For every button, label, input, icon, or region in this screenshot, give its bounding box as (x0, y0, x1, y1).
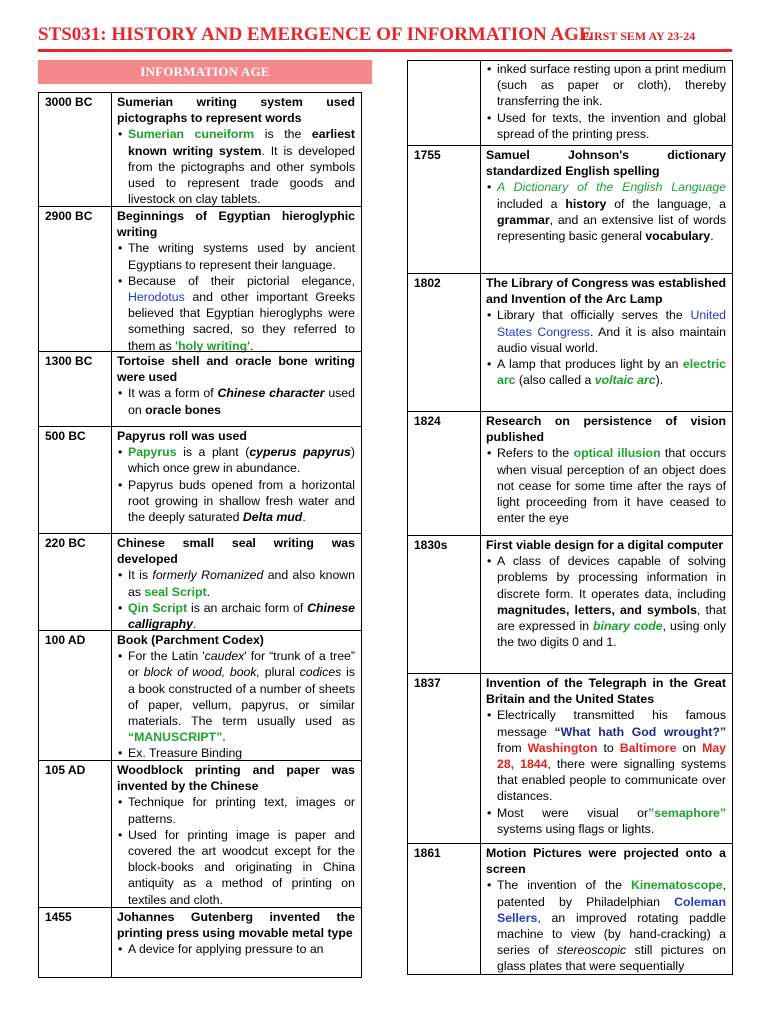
row-content: Invention of the Telegraph in the Great Britain and the United States • Electrically transmitted his famous message “What hath God wrought?” from Washington to Baltimore on May 28, 1844, there were signalling systems that enabled people to communicate over distances. • Most were visual or”semaphore” systems using flags or lights. (486, 675, 726, 837)
list-item: • Electrically transmitted his famous message “What hath God wrought?” from Washington to Baltimore on May 28, 1844, there were signalling systems that enabled people to communicate over distances. (497, 707, 726, 804)
list-item: • Qin Script is an archaic form of Chinese calligraphy. (128, 600, 355, 632)
page-header (38, 22, 732, 52)
table-row (408, 673, 732, 844)
row-content: Research on persistence of vision published • Refers to the optical illusion that occurs when visual perception of an object does not cease for some time after the rays of light proceeding from it have ceased to enter the eye (486, 413, 726, 526)
row-year: 220 BC (45, 536, 86, 550)
list-item: • It is formerly Romanized and also known as seal Script. (128, 567, 355, 599)
row-content: The Library of Congress was established and Invention of the Arc Lamp • Library that officially serves the United States Congress. And it is also maintain audio visual world. • A lamp that produces light by an electric arc (also called a voltaic arc). (486, 275, 726, 388)
row-year: 1300 BC (45, 354, 93, 368)
page-title: STS031: HISTORY AND EMERGENCE OF INFORMATION AGE (38, 24, 592, 45)
table-row (408, 273, 732, 412)
row-content: Tortoise shell and oracle bone writing were used • It was a form of Chinese character used on oracle bones (117, 353, 355, 418)
table-row (39, 760, 361, 908)
section-banner: INFORMATION AGE (38, 60, 372, 84)
table-row (39, 351, 361, 427)
list-item: • Used for texts, the invention and global spread of the printing press. (497, 110, 726, 142)
row-content: Woodblock printing and paper was invented by the Chinese • Technique for printing text, images or patterns. • Used for printing image is paper and covered the art woodcut except for the block-books and originating in China antiquity as a method of printing on textiles and cloth. (117, 762, 355, 908)
table-row (408, 535, 732, 674)
row-content: Book (Parchment Codex) • For the Latin 'caudex' for “trunk of a tree” or block of wood, book, plural codices is a book constructed of a number of sheets of paper, vellum, papyrus, or similar materials. The term usually used as “MANUSCRIPT”. • Ex. Treasure Binding (117, 632, 355, 762)
row-year: 1802 (414, 276, 441, 290)
table-row (39, 93, 361, 206)
list-item: • Papyrus buds opened from a horizontal root growing in shallow fresh water and the deeply saturated Delta mud. (128, 477, 355, 526)
row-content: Motion Pictures were projected onto a screen • The invention of the Kinematoscope, patented by Philadelphian Coleman Sellers, an improved rotating paddle machine to view (by hand-cracking) a series of stereoscopic still pictures on glass plates that were sequentially (486, 845, 726, 975)
row-content: Papyrus roll was used • Papyrus is a plant (cyperus papyrus) which once grew in abundance. • Papyrus buds opened from a horizontal root growing in shallow fresh water and the deeply saturated Delta mud. (117, 428, 355, 525)
left-timeline-table (38, 92, 362, 978)
row-content: Samuel Johnson's dictionary standardized English spelling • A Dictionary of the English Language included a history of the language, a grammar, and an extensive list of words representing basic general vocabulary. (486, 147, 726, 244)
table-row (39, 206, 361, 352)
table-row (39, 630, 361, 761)
row-year: 1824 (414, 414, 441, 428)
list-item: • The invention of the Kinematoscope, patented by Philadelphian Coleman Sellers, an improved rotating paddle machine to view (by hand-cracking) a series of stereoscopic still pictures on glass plates that were sequentially (497, 877, 726, 974)
table-row (39, 426, 361, 534)
row-content (486, 61, 726, 142)
row-year: 500 BC (45, 429, 86, 443)
table-row (408, 145, 732, 274)
list-item: • The writing systems used by ancient Egyptians to represent their language. (128, 240, 355, 272)
list-item: • For the Latin 'caudex' for “trunk of a tree” or block of wood, book, plural codices is a book constructed of a number of sheets of paper, vellum, papyrus, or similar materials. The term usually used as “MANUSCRIPT”. (128, 648, 355, 745)
row-content: Beginnings of Egyptian hieroglyphic writing • The writing systems used by ancient Egyptians to represent their language. • Because of their pictorial elegance, Herodotus and other important Greeks believed that Egyptian hieroglyphs were something sacred, so they referred to them as 'holy writing'. (117, 208, 355, 354)
list-item: • Most were visual or”semaphore” systems using flags or lights. (497, 805, 726, 837)
table-row (408, 61, 732, 145)
table-row (408, 843, 732, 975)
row-content: First viable design for a digital computer • A class of devices capable of solving problems by processing information in discrete form. It operates data, including magnitudes, letters, and symbols, that are expressed in binary code, using only the two digits 0 and 1. (486, 537, 726, 650)
table-row (39, 533, 361, 631)
row-year: 1837 (414, 676, 441, 690)
list-item: • Ex. Treasure Binding (128, 745, 355, 761)
list-item: • Sumerian cuneiform is the earliest known writing system. It is developed from the pictographs and other symbols used to represent trade goods and livestock on clay tablets. (128, 126, 355, 207)
list-item: • A device for applying pressure to an (128, 941, 355, 957)
list-item: • Refers to the optical illusion that occurs when visual perception of an object does not cease for some time after the rays of light proceeding from it have ceased to enter the eye (497, 445, 726, 526)
row-year: 3000 BC (45, 95, 93, 109)
table-row (39, 907, 361, 978)
list-item: • A class of devices capable of solving problems by processing information in discrete form. It operates data, including magnitudes, letters, and symbols, that are expressed in binary code, using only the two digits 0 and 1. (497, 553, 726, 650)
list-item: • Technique for printing text, images or patterns. (128, 794, 355, 826)
row-year: 1830s (414, 538, 448, 552)
semester-label: FIRST SEM AY 23-24 (582, 29, 696, 43)
header-rule (38, 49, 732, 52)
right-timeline-table (407, 60, 733, 975)
row-content: Johannes Gutenberg invented the printing press using movable metal type • A device for applying pressure to an (117, 909, 355, 958)
list-item: • A Dictionary of the English Language included a history of the language, a grammar, and an extensive list of words representing basic general vocabulary. (497, 179, 726, 244)
list-item: • Papyrus is a plant (cyperus papyrus) which once grew in abundance. (128, 444, 355, 476)
row-content: Chinese small seal writing was developed • It is formerly Romanized and also known as seal Script. • Qin Script is an archaic form of Chinese calligraphy. (117, 535, 355, 632)
row-year: 105 AD (45, 763, 86, 777)
table-row (408, 411, 732, 536)
list-item: • It was a form of Chinese character used on oracle bones (128, 385, 355, 417)
row-year: 2900 BC (45, 209, 93, 223)
list-item: • Library that officially serves the United States Congress. And it is also maintain audio visual world. (497, 307, 726, 356)
row-year: 1455 (45, 910, 72, 924)
row-content: Sumerian writing system used pictographs to represent words • Sumerian cuneiform is the earliest known writing system. It is developed from the pictographs and other symbols used to represent trade goods and livestock on clay tablets. (117, 94, 355, 207)
list-item: • A lamp that produces light by an electric arc (also called a voltaic arc). (497, 356, 726, 388)
list-item: • Used for printing image is paper and covered the art woodcut except for the block-books and originating in China antiquity as a method of printing on textiles and cloth. (128, 827, 355, 908)
row-year: 1861 (414, 846, 441, 860)
list-item: • Because of their pictorial elegance, Herodotus and other important Greeks believed that Egyptian hieroglyphs were something sacred, so they referred to them as 'holy writing'. (128, 273, 355, 354)
list-item-continued: • inked surface resting upon a print medium (such as paper or cloth), thereby transferring the ink. (497, 61, 726, 110)
row-year: 100 AD (45, 633, 86, 647)
row-year: 1755 (414, 148, 441, 162)
